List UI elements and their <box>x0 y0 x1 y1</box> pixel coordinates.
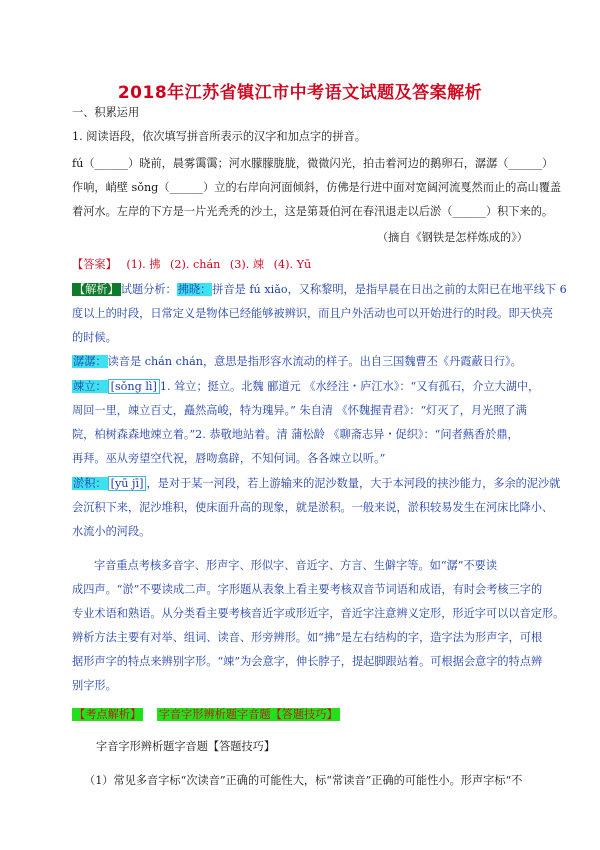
answer-line <box>72 258 528 272</box>
term-fuxiao: 拂晓： <box>177 283 212 296</box>
analysis-text: ，是对于某一河段，若上游输来的泥沙数量，大于本河段的挟沙能力，多余的泥沙就 <box>146 477 561 490</box>
paragraph-line: 专业术语和熟语。从分类看主要考核音近字或形近字，音近字注意辨义定形，形近字可以以音定形。 <box>72 607 565 620</box>
answer-label: 【答案】 <box>72 258 117 271</box>
section-heading: 一、积累运用 <box>72 106 140 119</box>
term-songli: 竦立： <box>73 380 107 393</box>
passage-line: fú（______）晓前，晨雾霭霭；河水朦朦胧胧，微微闪光，拍击着河边的鹅卵石，潺潺（______） <box>72 157 554 170</box>
answer-item: (2). chán <box>170 258 221 271</box>
analysis-text: 会沉积下来，泥沙堆积，使床面升高的现象，就是淤积。一般来说，淤积较易发生在河床比降小、 <box>72 501 554 514</box>
analysis-text: 读音是 chán chán，意思是指形容水流动的样子。出自三国魏曹丕《丹霞蔽日行》。 <box>107 355 522 368</box>
analysis-line <box>72 283 567 297</box>
answer-item: (1). 拂 <box>126 258 161 271</box>
answer-item: (3). 竦 <box>229 258 265 271</box>
passage-line: 着河水。左岸的下方是一片光秃秃的沙土，这是第聂伯河在春汛退走以后淤（______）积下来的。 <box>72 205 554 218</box>
term-yuji-pinyin: [yū jī] <box>108 476 147 491</box>
question-1: 1. 阅读语段，依次填写拼音所表示的汉字和加点字的拼音。 <box>72 130 366 143</box>
analysis-line <box>72 477 561 491</box>
analysis-text: 再拜。巫从旁望空代祝，唇吻翕辟，不知何词。各各竦立以听。” <box>72 452 386 465</box>
passage-line: 作响，峭壁 sǒng（______）立的右岸向河面倾斜，仿佛是行进中面对宽阔河流戛然而止的高山覆盖 <box>72 181 562 194</box>
analysis-label: 【解析】 <box>74 283 119 296</box>
paragraph-line: 成四声。“淤”不要读成二声。字形题从表象上看主要考核双音节词语和成语，有时会考核三字的 <box>72 583 543 596</box>
analysis-text: 1. 耸立；挺立。北魏 郦道元 《水经注・庐江水》：“又有孤石，介立大湖中， <box>159 380 540 393</box>
tips-text: （1）常见多音字标“次读音”正确的可能性大，标“常读音”正确的可能性小。形声字标“不 <box>84 774 523 787</box>
analysis-text: 院，柏树森森地竦立着。”2. 恭敬地站着。清 蒲松龄 《聊斋志异・促织》：“问者爇香於鼎， <box>72 428 519 441</box>
answer-item: (4). Yū <box>273 258 312 271</box>
term-songli-pinyin: [sǒng lì] <box>108 379 160 394</box>
kaodian-tag: 字音字形辨析题字音题【答题技巧】 <box>158 708 338 721</box>
analysis-intro: 试题分析： <box>120 283 177 296</box>
analysis-line <box>72 355 528 369</box>
document-title: 2018年江苏省镇江市中考语文试题及答案解析 <box>117 83 483 103</box>
paragraph-line: 辨析方法主要有对举、组词、读音、形旁辨形。如“拂”是左右结构的字，造字法为形声字，可根 <box>72 631 543 644</box>
term-yuji: 淤积： <box>73 477 107 490</box>
paragraph-line: 字音重点考核多音字、形声字、形似字、音近字、方言、生僻字等。如“潺”不要读 <box>94 559 498 572</box>
kaodian-label: 【考点解析】 <box>74 708 142 721</box>
analysis-text: 水流小的河段。 <box>72 525 151 538</box>
analysis-text: 的时候。 <box>72 331 117 344</box>
passage-source: （摘自《钢铁是怎样炼成的》） <box>376 231 528 244</box>
tips-subheading: 字音字形辨析题字音题【答题技巧】 <box>96 740 276 753</box>
analysis-line <box>72 380 540 394</box>
term-chanchan: 潺潺： <box>73 355 107 368</box>
paragraph-line: 据形声字的特点来辨别字形。“竦”为会意字，伸长脖子，提起脚跟站着。可根据会意字的特点辨 <box>72 655 543 668</box>
analysis-text: 周回一里，竦立百丈，矗然高峻，特为瑰异。” 朱自清 《怀魏握青君》：“灯灭了，月光照了满 <box>72 404 527 417</box>
paragraph-line: 别字形。 <box>72 679 117 692</box>
kaodian-line <box>72 708 528 722</box>
analysis-text: 度以上的时段，日常定义是物体已经能够被辨识，而且户外活动也可以开始进行的时段。即天快亮 <box>72 307 554 320</box>
analysis-text: 拼音是 fú xiǎo，又称黎明，是指早晨在日出之前的太阳已在地平线下 6 <box>212 283 567 296</box>
